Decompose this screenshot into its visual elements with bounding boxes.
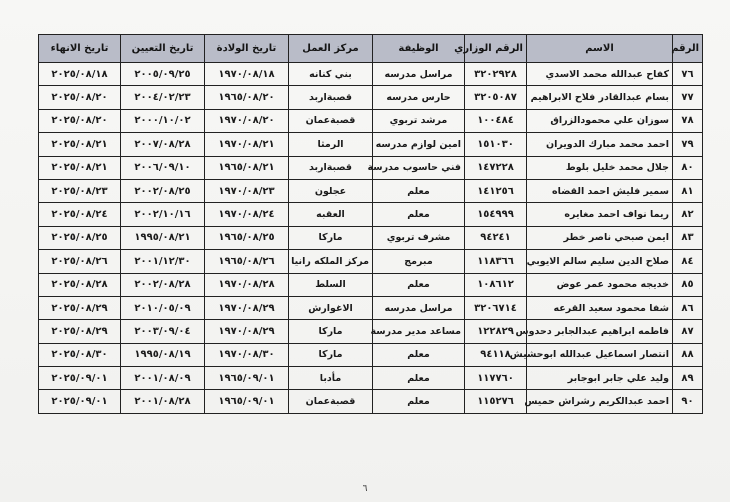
- table-row: [39, 390, 703, 413]
- employee-name: خديجه محمود عمر عوض: [527, 273, 673, 296]
- appointment-date: ٢٠٠٣/٠٩/٠٤: [121, 320, 205, 343]
- appointment-date: ١٩٩٥/٠٨/٢١: [121, 226, 205, 249]
- row-number: ٨١: [673, 179, 703, 202]
- work-center: الاغوارش: [289, 296, 373, 319]
- job-title: معلم: [373, 203, 465, 226]
- row-number: ٨٢: [673, 203, 703, 226]
- end-date: ٢٠٢٥/٠٨/٢١: [39, 156, 121, 179]
- work-center: الرمثا: [289, 133, 373, 156]
- end-date: ٢٠٢٥/٠٨/٢١: [39, 133, 121, 156]
- birth-date: ١٩٧٠/٠٨/٢٠: [205, 109, 289, 132]
- work-center: ماركا: [289, 343, 373, 366]
- row-number: ٨٥: [673, 273, 703, 296]
- employee-name: احمد عبدالكريم رشراش حميس: [527, 390, 673, 413]
- work-center: ماركا: [289, 320, 373, 343]
- end-date: ٢٠٢٥/٠٨/٢٠: [39, 86, 121, 109]
- table-row: [39, 133, 703, 156]
- row-number: ٧٦: [673, 63, 703, 86]
- appointment-date: ٢٠٠٧/٠٨/٢٨: [121, 133, 205, 156]
- appointment-date: ٢٠٠١/٠٨/٢٨: [121, 390, 205, 413]
- end-date: ٢٠٢٥/٠٨/٢٦: [39, 250, 121, 273]
- appointment-date: ٢٠٠٢/٠٨/٢٨: [121, 273, 205, 296]
- row-number: ٩٠: [673, 390, 703, 413]
- job-title: معلم: [373, 273, 465, 296]
- end-date: ٢٠٢٥/٠٨/٢٩: [39, 320, 121, 343]
- end-date: ٢٠٢٥/٠٨/٢٥: [39, 226, 121, 249]
- table-row: [39, 296, 703, 319]
- ministry-id: ٩٤٢٤١: [465, 226, 527, 249]
- header-appointment-date: تاريخ التعيين: [121, 35, 205, 63]
- end-date: ٢٠٢٥/٠٨/٢٠: [39, 109, 121, 132]
- table-row: [39, 109, 703, 132]
- end-date: ٢٠٢٥/٠٩/٠١: [39, 390, 121, 413]
- job-title: مراسل مدرسه: [373, 63, 465, 86]
- end-date: ٢٠٢٥/٠٨/١٨: [39, 63, 121, 86]
- appointment-date: ٢٠٠٥/٠٩/٢٥: [121, 63, 205, 86]
- row-number: ٨٨: [673, 343, 703, 366]
- employee-name: انتصار اسماعيل عبدالله ابوحشيش: [527, 343, 673, 366]
- birth-date: ١٩٦٥/٠٨/٢١: [205, 156, 289, 179]
- job-title: معلم: [373, 367, 465, 390]
- appointment-date: ٢٠٠٢/٠٨/٢٥: [121, 179, 205, 202]
- ministry-id: ٣٢٠٦٧١٤: [465, 296, 527, 319]
- table-row: [39, 273, 703, 296]
- birth-date: ١٩٧٠/٠٨/٢٣: [205, 179, 289, 202]
- job-title: مبرمج: [373, 250, 465, 273]
- table-row: [39, 343, 703, 366]
- employee-name: بسام عبدالقادر فلاح الابراهيم: [527, 86, 673, 109]
- birth-date: ١٩٦٥/٠٨/٢٦: [205, 250, 289, 273]
- ministry-id: ٩٤١١٨: [465, 343, 527, 366]
- work-center: السلط: [289, 273, 373, 296]
- table-row: [39, 250, 703, 273]
- birth-date: ١٩٦٥/٠٨/٢٠: [205, 86, 289, 109]
- employee-name: احمد محمد مبارك الدويران: [527, 133, 673, 156]
- ministry-id: ١٠٠٤٨٤: [465, 109, 527, 132]
- table-row: [39, 63, 703, 86]
- birth-date: ١٩٦٥/٠٩/٠١: [205, 390, 289, 413]
- ministry-id: ١١٥٢٧٦: [465, 390, 527, 413]
- work-center: قصبةعمان: [289, 390, 373, 413]
- table-row: [39, 367, 703, 390]
- end-date: ٢٠٢٥/٠٨/٢٨: [39, 273, 121, 296]
- ministry-id: ١٥١٠٣٠: [465, 133, 527, 156]
- ministry-id: ١١٨٣٦٦: [465, 250, 527, 273]
- appointment-date: ٢٠١٠/٠٥/٠٩: [121, 296, 205, 319]
- header-birth-date: تاريخ الولادة: [205, 35, 289, 63]
- table-row: [39, 226, 703, 249]
- header-ministry-id: الرقم الوزاري: [465, 35, 527, 63]
- job-title: فني حاسوب مدرسة: [373, 156, 465, 179]
- job-title: معلم: [373, 343, 465, 366]
- row-number: ٧٨: [673, 109, 703, 132]
- table-row: [39, 156, 703, 179]
- end-date: ٢٠٢٥/٠٨/٢٩: [39, 296, 121, 319]
- job-title: مشرف تربوي: [373, 226, 465, 249]
- employee-name: وليد علي جابر ابوجابر: [527, 367, 673, 390]
- row-number: ٨٦: [673, 296, 703, 319]
- table-row: [39, 320, 703, 343]
- ministry-id: ٣٢٠٥٠٨٧: [465, 86, 527, 109]
- ministry-id: ١٥٤٩٩٩: [465, 203, 527, 226]
- work-center: بني كنانه: [289, 63, 373, 86]
- birth-date: ١٩٧٠/٠٨/٢٩: [205, 320, 289, 343]
- ministry-id: ١٤١٢٥٦: [465, 179, 527, 202]
- header-job-title: الوظيفة: [373, 35, 465, 63]
- ministry-id: ١٤٧٢٢٨: [465, 156, 527, 179]
- job-title: مساعد مدير مدرسة: [373, 320, 465, 343]
- table-row: [39, 86, 703, 109]
- appointment-date: ٢٠٠١/٠٨/٠٩: [121, 367, 205, 390]
- work-center: ماركا: [289, 226, 373, 249]
- ministry-id: ١٢٢٨٢٩: [465, 320, 527, 343]
- birth-date: ١٩٧٠/٠٨/٢٩: [205, 296, 289, 319]
- row-number: ٨٧: [673, 320, 703, 343]
- employee-name: ريما نواف احمد مغايره: [527, 203, 673, 226]
- appointment-date: ٢٠٠٢/١٠/١٦: [121, 203, 205, 226]
- work-center: مأدبا: [289, 367, 373, 390]
- end-date: ٢٠٢٥/٠٨/٢٣: [39, 179, 121, 202]
- employee-name: ايمن صبحي ناصر خطر: [527, 226, 673, 249]
- table-row: [39, 203, 703, 226]
- end-date: ٢٠٢٥/٠٨/٢٤: [39, 203, 121, 226]
- work-center: العقبه: [289, 203, 373, 226]
- job-title: معلم: [373, 390, 465, 413]
- table-row: [39, 179, 703, 202]
- work-center: قصبةاربد: [289, 86, 373, 109]
- birth-date: ١٩٧٠/٠٨/٢١: [205, 133, 289, 156]
- employee-records-table: [38, 34, 703, 414]
- row-number: ٨٠: [673, 156, 703, 179]
- birth-date: ١٩٦٥/٠٨/٢٥: [205, 226, 289, 249]
- work-center: عجلون: [289, 179, 373, 202]
- header-work-center: مركز العمل: [289, 35, 373, 63]
- employee-name: جلال محمد خليل بلوط: [527, 156, 673, 179]
- employee-name: كفاح عبدالله محمد الاسدي: [527, 63, 673, 86]
- employee-name: فاطمه ابراهيم عبدالجابر دحدوس: [527, 320, 673, 343]
- employee-name: صلاح الدين سليم سالم الايوبي: [527, 250, 673, 273]
- ministry-id: ١١٧٧٦٠: [465, 367, 527, 390]
- job-title: مراسل مدرسه: [373, 296, 465, 319]
- work-center: قصبةاربد: [289, 156, 373, 179]
- employee-name: شفا محمود سعيد القرعه: [527, 296, 673, 319]
- job-title: حارس مدرسه: [373, 86, 465, 109]
- birth-date: ١٩٦٥/٠٩/٠١: [205, 367, 289, 390]
- ministry-id: ٣٢٠٢٩٢٨: [465, 63, 527, 86]
- header-end-date: تاريخ الانهاء: [39, 35, 121, 63]
- header-number: الرقم: [673, 35, 703, 63]
- work-center: قصبةعمان: [289, 109, 373, 132]
- row-number: ٨٩: [673, 367, 703, 390]
- appointment-date: ٢٠٠٠/١٠/٠٢: [121, 109, 205, 132]
- appointment-date: ٢٠٠٤/٠٢/٢٣: [121, 86, 205, 109]
- birth-date: ١٩٧٠/٠٨/١٨: [205, 63, 289, 86]
- row-number: ٧٩: [673, 133, 703, 156]
- row-number: ٧٧: [673, 86, 703, 109]
- appointment-date: ٢٠٠٦/٠٩/١٠: [121, 156, 205, 179]
- appointment-date: ٢٠٠١/١٢/٣٠: [121, 250, 205, 273]
- birth-date: ١٩٧٠/٠٨/٢٨: [205, 273, 289, 296]
- ministry-id: ١٠٨٦١٢: [465, 273, 527, 296]
- birth-date: ١٩٧٠/٠٨/٢٤: [205, 203, 289, 226]
- end-date: ٢٠٢٥/٠٨/٣٠: [39, 343, 121, 366]
- appointment-date: ١٩٩٥/٠٨/١٩: [121, 343, 205, 366]
- page-number: ٦: [362, 484, 368, 494]
- header-name: الاسم: [527, 35, 673, 63]
- row-number: ٨٣: [673, 226, 703, 249]
- job-title: معلم: [373, 179, 465, 202]
- birth-date: ١٩٧٠/٠٨/٣٠: [205, 343, 289, 366]
- job-title: امين لوازم مدرسه: [373, 133, 465, 156]
- table-header-row: [39, 35, 703, 63]
- row-number: ٨٤: [673, 250, 703, 273]
- work-center: مركز الملكه رانيا: [289, 250, 373, 273]
- end-date: ٢٠٢٥/٠٩/٠١: [39, 367, 121, 390]
- employee-name: سوزان علي محمودالزراق: [527, 109, 673, 132]
- job-title: مرشد تربوي: [373, 109, 465, 132]
- employee-name: سمير فليش احمد القضاه: [527, 179, 673, 202]
